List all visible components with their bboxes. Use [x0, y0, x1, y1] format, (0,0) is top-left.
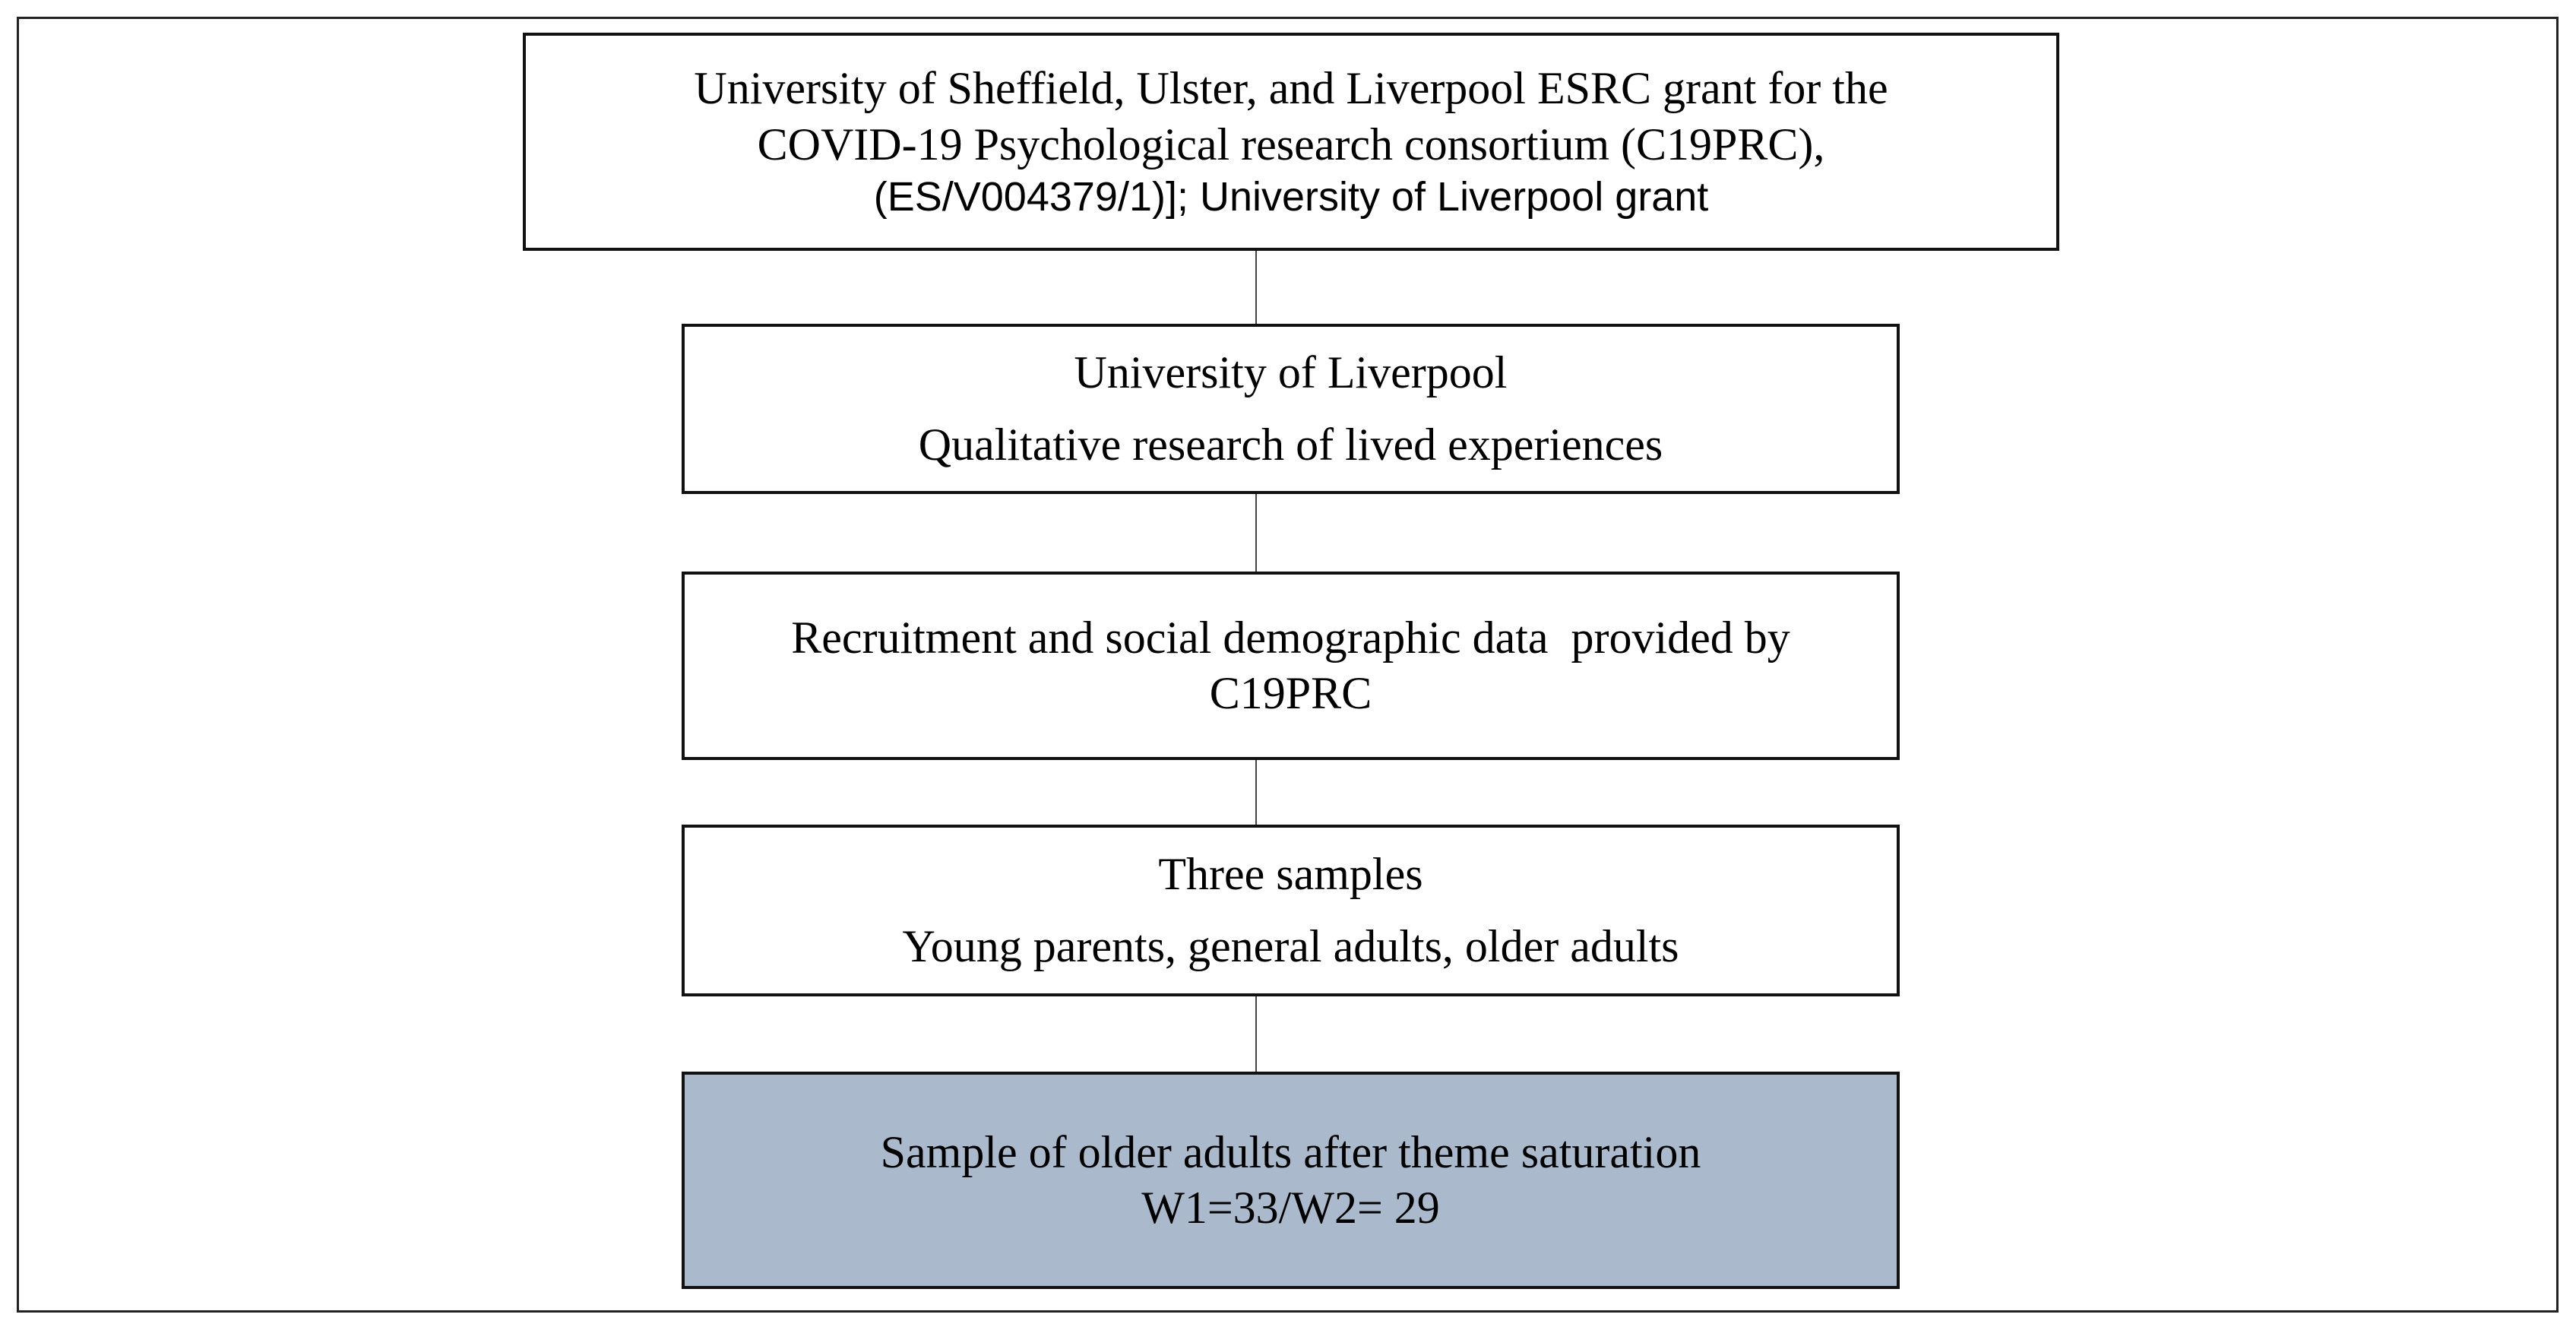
funding-line-1: University of Sheffield, Ulster, and Liverpool ESRC grant for the — [694, 63, 1888, 114]
funding-line-2: COVID-19 Psychological research consortium (C19PRC), — [757, 119, 1825, 169]
connector-1-2 — [1255, 250, 1257, 324]
university-line-2: Qualitative research of lived experiences — [918, 420, 1663, 470]
connector-4-5 — [1255, 996, 1257, 1072]
final-sample-line-1: Sample of older adults after theme saturation — [880, 1126, 1701, 1177]
funding-line-3: (ES/V004379/1)]; University of Liverpool grant — [873, 173, 1709, 220]
samples-box — [682, 825, 1900, 996]
final-sample-box — [682, 1072, 1900, 1289]
university-line-1: University of Liverpool — [1074, 347, 1508, 397]
connector-3-4 — [1255, 759, 1257, 825]
recruitment-line-1: Recruitment and social demographic data provided by — [791, 612, 1790, 663]
final-sample-line-2: W1=33/W2= 29 — [1141, 1183, 1440, 1233]
samples-line-2: Young parents, general adults, older adults — [902, 921, 1679, 971]
samples-line-1: Three samples — [1158, 848, 1423, 899]
connector-2-3 — [1255, 493, 1257, 572]
recruitment-box — [682, 572, 1900, 760]
funding-box — [523, 33, 2059, 251]
recruitment-line-2: C19PRC — [1209, 668, 1372, 718]
university-box — [682, 324, 1900, 494]
